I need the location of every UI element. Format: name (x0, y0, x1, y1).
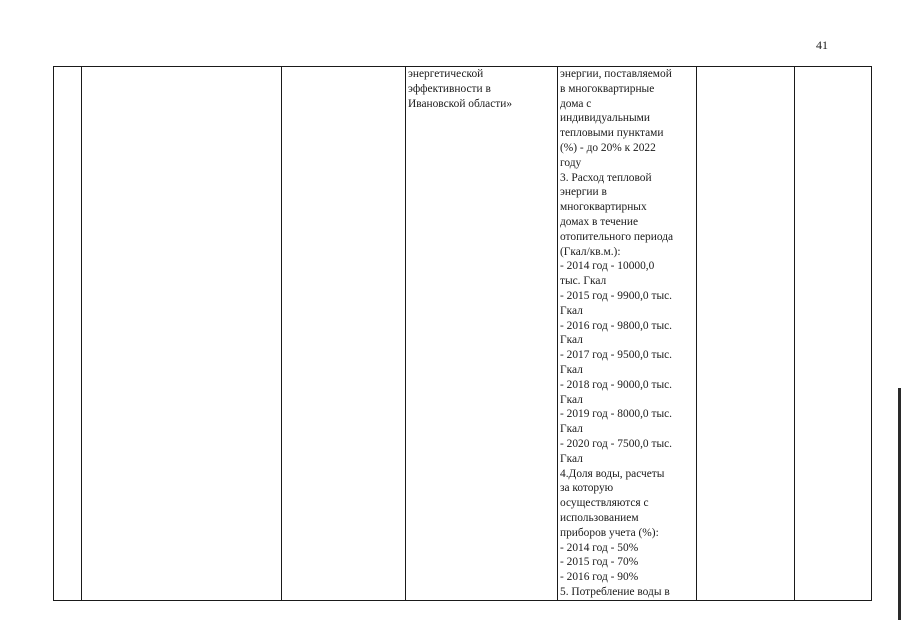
program-text: энергетической эффективности в Ивановской области» (408, 68, 513, 110)
table-cell-extra-1 (697, 67, 795, 601)
table-cell-program (406, 67, 558, 601)
scan-edge-bar (898, 388, 901, 620)
document-table (53, 66, 872, 601)
table-cell-indicators (558, 67, 697, 601)
table-cell-executor (282, 67, 406, 601)
table-row (54, 67, 872, 601)
table-cell-extra-2 (795, 67, 872, 601)
table-cell-name (82, 67, 282, 601)
page-number: 41 (816, 38, 828, 52)
table-cell-index (54, 67, 82, 601)
indicators-text: энергии, поставляемой в многоквартирные дома с индивидуальными тепловыми пунктами (%) - до 20% к 2022 году 3. Расход тепловой энергии в многоквартирных домах в течение отопительного периода (Гкал/кв.м.): - 2014 год - 10000,0 тыс. Гкал - 2015 год - 9900,0 тыс. Гкал - 2016 год - 9800,0 тыс. Гкал - 2017 год - 9500,0 тыс. Гкал - 2018 год - 9000,0 тыс. Гкал - 2019 год - 8000,0 тыс. Гкал - 2020 год - 7500,0 тыс. Гкал 4.Доля воды, расчеты за которую осуществляются с использованием приборов учета (%): - 2014 год - 50% - 2015 год - 70% - 2016 год - 90% 5. Потребление воды в (560, 68, 674, 598)
